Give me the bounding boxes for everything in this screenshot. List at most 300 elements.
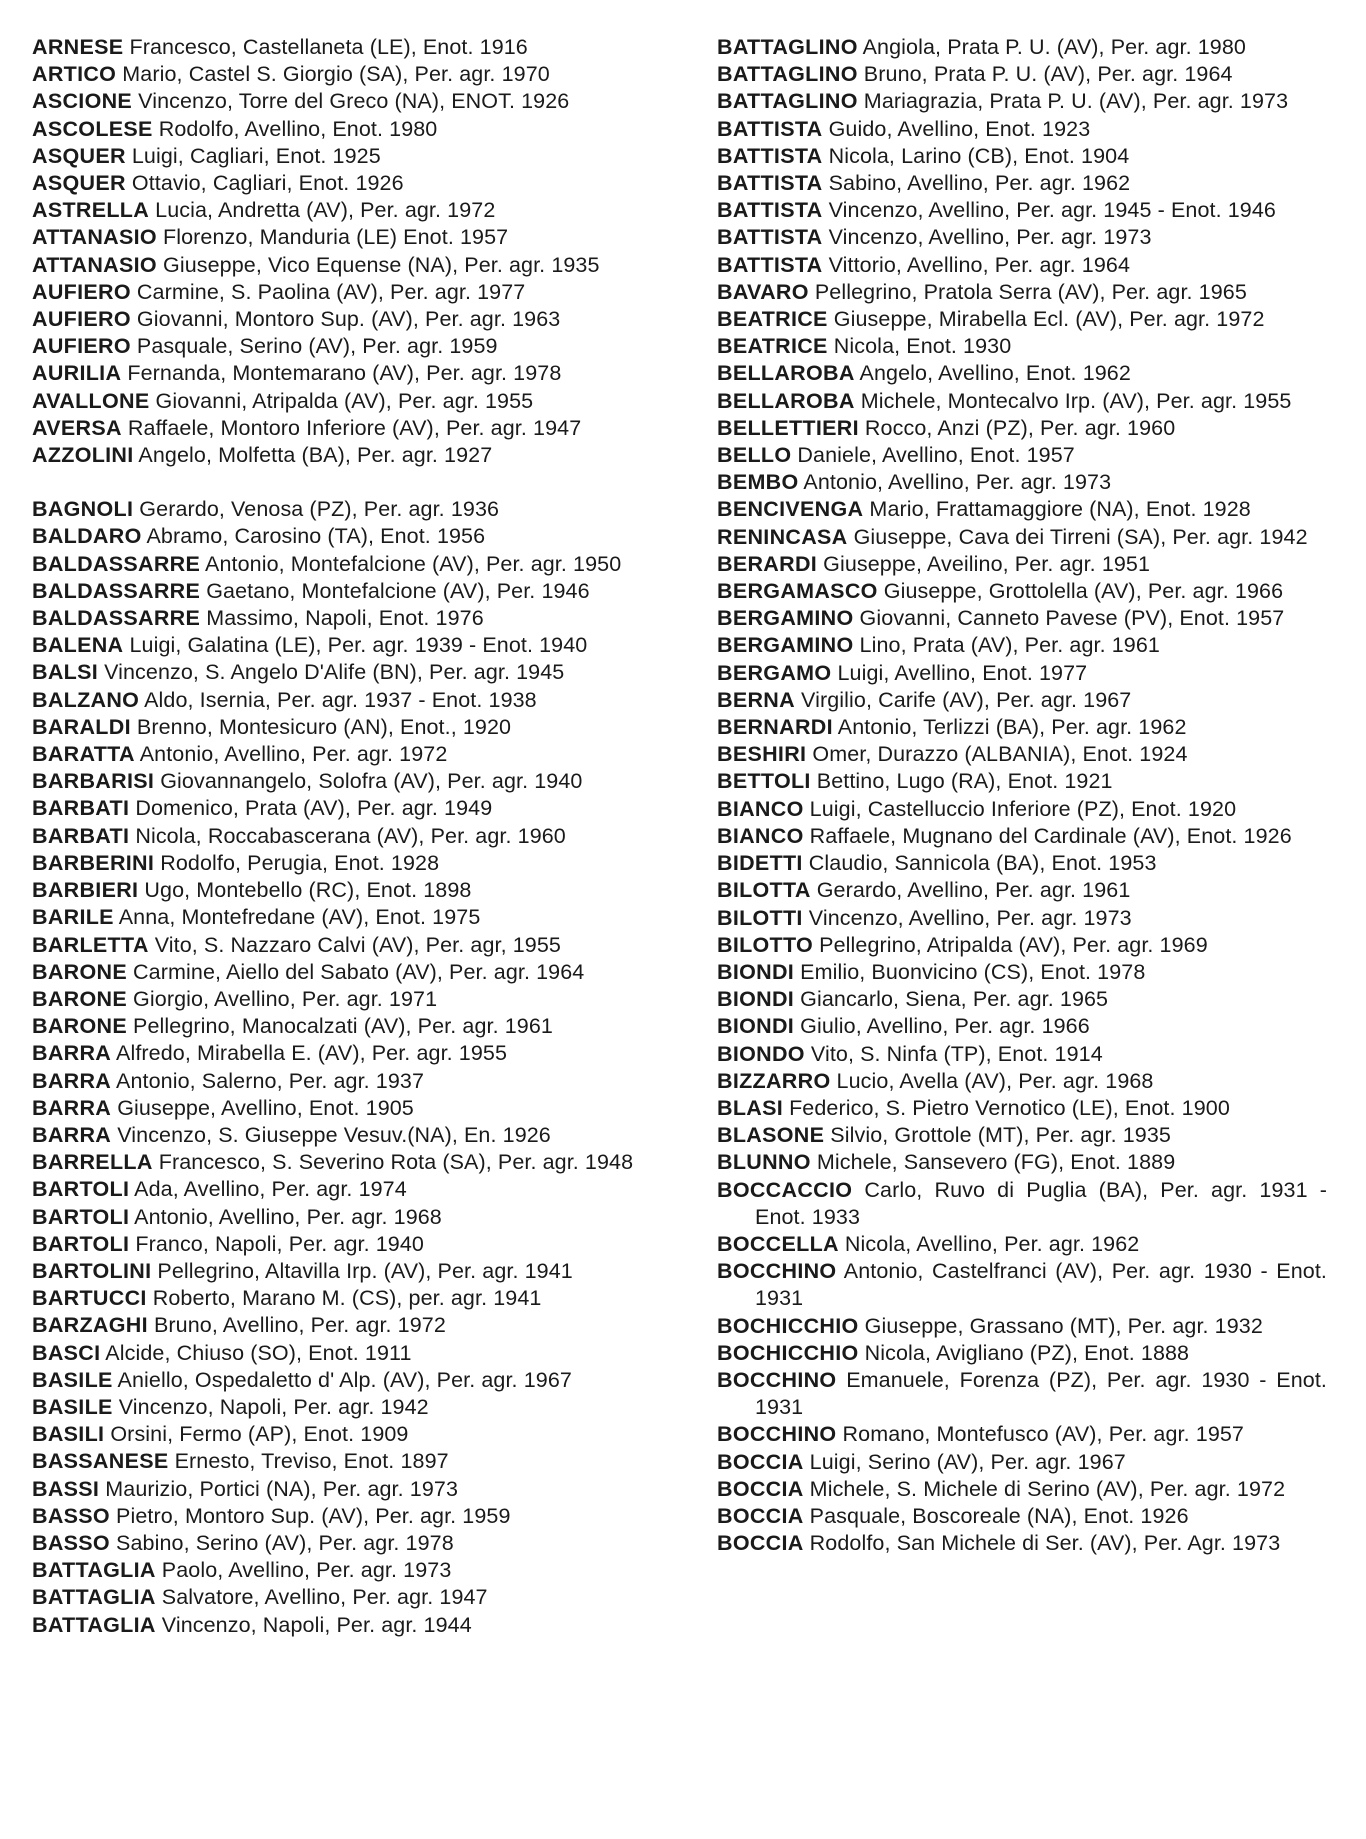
list-item	[717, 170, 1327, 197]
list-item	[32, 1149, 652, 1176]
surname: BATTISTA	[717, 225, 823, 250]
entry-details: Gerardo, Venosa (PZ), Per. agr. 1936	[133, 497, 500, 522]
entry-details: Vincenzo, Napoli, Per. agr. 1942	[112, 1394, 429, 1419]
list-item	[717, 1013, 1327, 1040]
surname: BARTOLI	[32, 1177, 130, 1202]
surname: BATTISTA	[717, 143, 823, 168]
entry-details: Federico, S. Pietro Vernotico (LE), Enot. 1900	[783, 1095, 1230, 1120]
list-item	[717, 823, 1327, 850]
entry-details: Sabino, Serino (AV), Per. agr. 1978	[109, 1530, 454, 1555]
list-item	[32, 1448, 652, 1475]
entry-details: Mario, Castel S. Giorgio (SA), Per. agr. 1970	[116, 62, 550, 87]
entry-details: Giuseppe, Grottolella (AV), Per. agr. 1966	[877, 579, 1284, 604]
list-item	[717, 877, 1327, 904]
list-item	[32, 279, 652, 306]
entry-details: Fernanda, Montemarano (AV), Per. agr. 1978	[121, 361, 562, 386]
surname: BARLETTA	[32, 932, 149, 957]
entry-details: Brenno, Montesicuro (AN), Enot., 1920	[130, 714, 512, 739]
entry-details: Rodolfo, Avellino, Enot. 1980	[152, 116, 438, 141]
entry-details: Anna, Montefredane (AV), Enot. 1975	[113, 905, 481, 930]
list-item	[32, 197, 652, 224]
list-item	[717, 415, 1327, 442]
surname: BATTAGLIA	[32, 1558, 156, 1583]
list-item	[32, 333, 652, 360]
list-item	[717, 143, 1327, 170]
list-item	[717, 116, 1327, 143]
entry-details: Francesco, Castellaneta (LE), Enot. 1916	[123, 35, 528, 59]
entry-details: Lucio, Avella (AV), Per. agr. 1968	[830, 1068, 1154, 1093]
list-item	[32, 795, 652, 822]
surname: BALDARO	[32, 524, 142, 549]
entry-details: Massimo, Napoli, Enot. 1976	[200, 606, 484, 631]
surname: BARBARISI	[32, 769, 155, 794]
entry-details: Angiola, Prata P. U. (AV), Per. agr. 1980	[857, 35, 1246, 59]
entry-details: Ada, Avellino, Per. agr. 1974	[129, 1177, 407, 1202]
entry-details: Vito, S. Nazzaro Calvi (AV), Per. agr, 1955	[148, 932, 561, 957]
list-item	[32, 306, 652, 333]
surname: BALDASSARRE	[32, 551, 201, 576]
entry-details: Franco, Napoli, Per. agr. 1940	[129, 1231, 424, 1256]
entry-details: Pellegrino, Atripalda (AV), Per. agr. 1969	[813, 932, 1208, 957]
entry-details: Salvatore, Avellino, Per. agr. 1947	[155, 1585, 488, 1610]
surname: BASSANESE	[32, 1449, 169, 1474]
surname: BOCCHINO	[717, 1422, 837, 1447]
surname: BENCIVENGA	[717, 497, 864, 522]
entry-details: Daniele, Avellino, Enot. 1957	[791, 443, 1075, 468]
list-item	[32, 1285, 652, 1312]
list-item	[717, 905, 1327, 932]
entry-details: Carlo, Ruvo di Puglia (BA), Per. agr. 1931 - Enot. 1933	[755, 1177, 1327, 1229]
list-item	[32, 632, 652, 659]
list-item	[717, 469, 1327, 496]
entry-details: Antonio, Salerno, Per. agr. 1937	[111, 1068, 425, 1093]
list-item	[717, 360, 1327, 387]
list-item	[717, 1530, 1327, 1557]
entry-details: Vittorio, Avellino, Per. agr. 1964	[822, 252, 1131, 277]
list-item	[32, 224, 652, 251]
entry-details: Paolo, Avellino, Per. agr. 1973	[155, 1558, 452, 1583]
entry-details: Aniello, Ospedaletto d' Alp. (AV), Per. agr. 1967	[112, 1367, 572, 1392]
list-item	[32, 415, 652, 442]
list-item	[32, 442, 652, 469]
entry-details: Francesco, S. Severino Rota (SA), Per. agr. 1948	[152, 1150, 634, 1175]
surname: ARTICO	[32, 62, 117, 87]
entry-details: Giovanni, Montoro Sup. (AV), Per. agr. 1963	[130, 307, 561, 332]
list-item	[717, 279, 1327, 306]
list-item	[717, 768, 1327, 795]
list-item	[32, 1176, 652, 1203]
entry-details: Raffaele, Montoro Inferiore (AV), Per. agr. 1947	[121, 415, 582, 440]
surname: BARTOLI	[32, 1204, 130, 1229]
entry-details: Rocco, Anzi (PZ), Per. agr. 1960	[858, 415, 1176, 440]
surname: BARTOLI	[32, 1231, 130, 1256]
list-item	[32, 877, 652, 904]
surname: BILOTTO	[717, 932, 814, 957]
list-item	[717, 578, 1327, 605]
entry-details: Antonio, Avellino, Per. agr. 1973	[798, 470, 1112, 495]
entry-details: Giovannangelo, Solofra (AV), Per. agr. 1940	[154, 769, 583, 794]
entry-details: Emilio, Buonvicino (CS), Enot. 1978	[794, 959, 1146, 984]
surname: BARTUCCI	[32, 1286, 147, 1311]
list-item	[717, 442, 1327, 469]
entry-details: Angelo, Avellino, Enot. 1962	[854, 361, 1131, 386]
surname: BIZZARRO	[717, 1068, 831, 1093]
entry-details: Carmine, Aiello del Sabato (AV), Per. agr. 1964	[126, 959, 585, 984]
list-item	[32, 1476, 652, 1503]
section-gap	[32, 469, 652, 496]
surname: BATTAGLINO	[717, 35, 858, 59]
list-item	[32, 1584, 652, 1611]
list-item	[32, 904, 652, 931]
list-item	[717, 1149, 1327, 1176]
surname: BETTOLI	[717, 769, 811, 794]
list-item	[717, 1449, 1327, 1476]
surname: BOCCELLA	[717, 1231, 839, 1256]
entry-details: Luigi, Cagliari, Enot. 1925	[125, 143, 381, 168]
surname: RENINCASA	[717, 524, 848, 549]
entry-details: Pasquale, Boscoreale (NA), Enot. 1926	[803, 1503, 1189, 1528]
list-item	[32, 1340, 652, 1367]
entry-details: Giuseppe, Vico Equense (NA), Per. agr. 1935	[156, 252, 600, 277]
surname: BARONE	[32, 1014, 127, 1039]
entry-details: Vincenzo, Avellino, Per. agr. 1945 - Enot. 1946	[822, 198, 1276, 223]
entry-details: Giuseppe, Mirabella Ecl. (AV), Per. agr. 1972	[827, 307, 1265, 332]
surname: BOCHICCHIO	[717, 1313, 859, 1338]
entry-details: Ugo, Montebello (RC), Enot. 1898	[138, 878, 472, 903]
list-item	[32, 1421, 652, 1448]
entry-details: Giovanni, Atripalda (AV), Per. agr. 1955	[149, 388, 534, 413]
entry-details: Lucia, Andretta (AV), Per. agr. 1972	[149, 198, 496, 223]
entry-details: Luigi, Avellino, Enot. 1977	[831, 660, 1088, 685]
list-item	[32, 741, 652, 768]
surname: BLUNNO	[717, 1150, 811, 1175]
entry-details: Roberto, Marano M. (CS), per. agr. 1941	[146, 1286, 542, 1311]
list-item	[32, 551, 652, 578]
surname: BIONDI	[717, 1014, 795, 1039]
list-item	[717, 197, 1327, 224]
list-item	[32, 252, 652, 279]
surname: BLASONE	[717, 1123, 825, 1148]
left-column	[32, 34, 652, 1639]
surname: BATTAGLINO	[717, 89, 858, 114]
list-item	[717, 850, 1327, 877]
list-item	[32, 170, 652, 197]
entry-details: Pellegrino, Manocalzati (AV), Per. agr. 1961	[126, 1014, 553, 1039]
list-item	[32, 959, 652, 986]
list-item	[32, 116, 652, 143]
list-item	[32, 1040, 652, 1067]
surname: AUFIERO	[32, 279, 131, 304]
surname: BARBIERI	[32, 878, 139, 903]
right-column	[717, 34, 1327, 1557]
list-item	[32, 1612, 652, 1639]
surname: ASTRELLA	[32, 198, 150, 223]
entry-details: Gaetano, Montefalcione (AV), Per. 1946	[200, 578, 590, 603]
surname: BARONE	[32, 959, 127, 984]
list-item	[32, 578, 652, 605]
entry-details: Vincenzo, Avellino, Per. agr. 1973	[802, 905, 1132, 930]
list-item	[717, 1313, 1327, 1340]
entry-details: Giuseppe, Grassano (MT), Per. agr. 1932	[858, 1313, 1263, 1338]
list-item	[32, 1013, 652, 1040]
surname: BASSO	[32, 1530, 110, 1555]
surname: BOCHICCHIO	[717, 1340, 859, 1365]
surname: BALENA	[32, 633, 124, 658]
list-item	[32, 1095, 652, 1122]
surname: BIONDI	[717, 959, 795, 984]
entry-details: Rodolfo, San Michele di Ser. (AV), Per. Agr. 1973	[803, 1531, 1281, 1556]
surname: BLASI	[717, 1095, 783, 1120]
list-item	[717, 632, 1327, 659]
surname: BATTAGLIA	[32, 1612, 156, 1637]
surname: ATTANASIO	[32, 225, 157, 250]
list-item	[32, 496, 652, 523]
list-item	[717, 1476, 1327, 1503]
entry-details: Nicola, Avellino, Per. agr. 1962	[838, 1231, 1140, 1256]
surname: BOCCACCIO	[717, 1177, 853, 1202]
surname: BERNA	[717, 687, 795, 712]
entry-details: Antonio, Avellino, Per. agr. 1968	[129, 1204, 442, 1229]
entry-details: Giovanni, Canneto Pavese (PV), Enot. 1957	[853, 606, 1285, 631]
surname: BASILE	[32, 1394, 113, 1419]
list-item	[717, 959, 1327, 986]
entry-details: Vincenzo, Avellino, Per. agr. 1973	[822, 225, 1152, 250]
entry-details: Omer, Durazzo (ALBANIA), Enot. 1924	[806, 742, 1188, 767]
entry-details: Mariagrazia, Prata P. U. (AV), Per. agr. 1973	[857, 89, 1289, 114]
surname: ASQUER	[32, 143, 126, 168]
entry-details: Vincenzo, Napoli, Per. agr. 1944	[155, 1612, 472, 1637]
list-item	[717, 687, 1327, 714]
list-item	[32, 1367, 652, 1394]
surname: BERNARDI	[717, 715, 833, 740]
surname: BERGAMO	[717, 660, 832, 685]
list-item	[32, 88, 652, 115]
surname: BIANCO	[717, 823, 804, 848]
surname: BASSO	[32, 1503, 110, 1528]
surname: BAVARO	[717, 279, 809, 304]
entry-details: Claudio, Sannicola (BA), Enot. 1953	[802, 851, 1157, 876]
entry-details: Michele, S. Michele di Serino (AV), Per. agr. 1972	[803, 1476, 1286, 1501]
surname: BOCCIA	[717, 1476, 804, 1501]
surname: BARTOLINI	[32, 1258, 152, 1283]
surname: BIDETTI	[717, 851, 803, 876]
list-item	[717, 1258, 1327, 1312]
entry-details: Vincenzo, S. Giuseppe Vesuv.(NA), En. 1926	[111, 1122, 551, 1147]
surname: BARRA	[32, 1041, 112, 1066]
surname: BEMBO	[717, 470, 799, 495]
list-item	[717, 1340, 1327, 1367]
list-item	[717, 932, 1327, 959]
surname: BARRELLA	[32, 1150, 153, 1175]
surname: BILOTTI	[717, 905, 803, 930]
entry-details: Michele, Montecalvo Irp. (AV), Per. agr. 1955	[854, 388, 1292, 413]
list-item	[32, 360, 652, 387]
list-item	[717, 524, 1327, 551]
surname: AUFIERO	[32, 307, 131, 332]
surname: BILOTTA	[717, 878, 811, 903]
entry-details: Lino, Prata (AV), Per. agr. 1961	[853, 633, 1160, 658]
surname: BERGAMASCO	[717, 579, 878, 604]
entry-details: Antonio, Castelfranci (AV), Per. agr. 1930 - Enot. 1931	[755, 1259, 1327, 1311]
surname: BEATRICE	[717, 334, 828, 359]
list-item	[717, 1367, 1327, 1421]
entry-details: Angelo, Molfetta (BA), Per. agr. 1927	[133, 443, 493, 468]
entry-details: Pellegrino, Pratola Serra (AV), Per. agr. 1965	[808, 279, 1247, 304]
list-item	[717, 306, 1327, 333]
surname: BATTISTA	[717, 116, 823, 141]
entry-details: Emanuele, Forenza (PZ), Per. agr. 1930 - Enot. 1931	[755, 1367, 1327, 1420]
surname: BERGAMINO	[717, 606, 854, 631]
entry-details: Nicola, Enot. 1930	[827, 334, 1012, 359]
surname: ASQUER	[32, 171, 126, 196]
entry-details: Giorgio, Avellino, Per. agr. 1971	[126, 986, 438, 1011]
list-item	[32, 1068, 652, 1095]
surname: BARZAGHI	[32, 1313, 148, 1338]
entry-details: Pasquale, Serino (AV), Per. agr. 1959	[130, 334, 498, 359]
list-item	[717, 796, 1327, 823]
surname: BELLO	[717, 443, 792, 468]
list-item	[717, 1041, 1327, 1068]
list-item	[32, 34, 652, 61]
entry-details: Nicola, Larino (CB), Enot. 1904	[822, 143, 1130, 168]
surname: BASILE	[32, 1367, 113, 1392]
list-item	[717, 714, 1327, 741]
surname: BASILI	[32, 1422, 105, 1447]
surname: ATTANASIO	[32, 252, 157, 277]
list-item	[32, 714, 652, 741]
surname: BARBATI	[32, 796, 130, 821]
list-item	[32, 823, 652, 850]
entry-details: Bruno, Avellino, Per. agr. 1972	[147, 1313, 446, 1338]
entry-details: Aldo, Isernia, Per. agr. 1937 - Enot. 1938	[139, 687, 537, 712]
entry-details: Abramo, Carosino (TA), Enot. 1956	[141, 524, 486, 549]
surname: BIONDO	[717, 1041, 805, 1066]
list-item	[717, 34, 1327, 61]
entry-details: Luigi, Serino (AV), Per. agr. 1967	[803, 1449, 1126, 1474]
entry-details: Alfredo, Mirabella E. (AV), Per. agr. 1955	[111, 1041, 508, 1066]
list-item	[32, 659, 652, 686]
list-item	[717, 1231, 1327, 1258]
list-item	[32, 850, 652, 877]
list-item	[32, 1204, 652, 1231]
entry-details: Vincenzo, S. Angelo D'Alife (BN), Per. agr. 1945	[98, 660, 565, 685]
surname: BARATTA	[32, 742, 135, 767]
list-item	[32, 687, 652, 714]
entry-details: Giancarlo, Siena, Per. agr. 1965	[794, 987, 1109, 1012]
surname: BOCCIA	[717, 1531, 804, 1556]
surname: AVALLONE	[32, 388, 150, 413]
surname: BOCCIA	[717, 1503, 804, 1528]
surname: BARRA	[32, 1068, 112, 1093]
surname: BESHIRI	[717, 742, 807, 767]
entry-details: Pietro, Montoro Sup. (AV), Per. agr. 1959	[109, 1503, 511, 1528]
entry-details: Domenico, Prata (AV), Per. agr. 1949	[129, 796, 493, 821]
entry-details: Giuseppe, Cava dei Tirreni (SA), Per. agr. 1942	[847, 524, 1308, 549]
surname: BATTAGLINO	[717, 62, 858, 87]
list-item	[32, 605, 652, 632]
surname: BALSI	[32, 660, 98, 685]
surname: BERARDI	[717, 551, 818, 576]
entry-details: Giuseppe, Aveilino, Per. agr. 1951	[817, 551, 1151, 576]
surname: BATTISTA	[717, 171, 823, 196]
entry-details: Luigi, Galatina (LE), Per. agr. 1939 - Enot. 1940	[123, 633, 588, 658]
entry-details: Bettino, Lugo (RA), Enot. 1921	[810, 769, 1113, 794]
list-item	[32, 1312, 652, 1339]
entry-details: Luigi, Castelluccio Inferiore (PZ), Enot. 1920	[803, 796, 1237, 821]
entry-details: Virgilio, Carife (AV), Per. agr. 1967	[794, 687, 1132, 712]
list-item	[32, 1258, 652, 1285]
surname: ASCOLESE	[32, 116, 153, 141]
surname: AURILIA	[32, 361, 122, 386]
list-item	[32, 932, 652, 959]
surname: BASCI	[32, 1340, 101, 1365]
list-item	[717, 986, 1327, 1013]
list-item	[32, 388, 652, 415]
surname: BALDASSARRE	[32, 606, 201, 631]
surname: BARILE	[32, 905, 114, 930]
entry-details: Giuseppe, Avellino, Enot. 1905	[111, 1095, 414, 1120]
surname: BIANCO	[717, 796, 804, 821]
list-item	[717, 496, 1327, 523]
surname: BOCCHINO	[717, 1367, 837, 1392]
entry-details: Giulio, Avellino, Per. agr. 1966	[794, 1014, 1090, 1039]
entry-details: Mario, Frattamaggiore (NA), Enot. 1928	[863, 497, 1251, 522]
entry-details: Florenzo, Manduria (LE) Enot. 1957	[156, 225, 509, 250]
entry-details: Pellegrino, Altavilla Irp. (AV), Per. agr. 1941	[151, 1258, 573, 1283]
list-item	[32, 523, 652, 550]
surname: BARRA	[32, 1095, 112, 1120]
list-item	[32, 1231, 652, 1258]
entry-details: Ottavio, Cagliari, Enot. 1926	[125, 171, 404, 196]
list-item	[717, 333, 1327, 360]
entry-details: Silvio, Grottole (MT), Per. agr. 1935	[824, 1123, 1171, 1148]
list-item	[32, 1530, 652, 1557]
list-item	[717, 1503, 1327, 1530]
list-item	[32, 986, 652, 1013]
entry-details: Gerardo, Avellino, Per. agr. 1961	[810, 878, 1131, 903]
surname: BIONDI	[717, 987, 795, 1012]
entry-details: Ernesto, Treviso, Enot. 1897	[168, 1449, 449, 1474]
surname: BOCCHINO	[717, 1259, 837, 1284]
list-item	[717, 252, 1327, 279]
surname: BALDASSARRE	[32, 578, 201, 603]
list-item	[717, 88, 1327, 115]
list-item	[717, 551, 1327, 578]
list-item	[717, 1421, 1327, 1448]
surname: BARONE	[32, 986, 127, 1011]
surname: BASSI	[32, 1476, 100, 1501]
entry-details: Maurizio, Portici (NA), Per. agr. 1973	[99, 1476, 459, 1501]
surname: BARRA	[32, 1122, 112, 1147]
list-item	[717, 61, 1327, 88]
entry-details: Antonio, Avellino, Per. agr. 1972	[134, 742, 448, 767]
entry-details: Antonio, Montefalcione (AV), Per. agr. 1950	[200, 551, 622, 576]
entry-details: Antonio, Terlizzi (BA), Per. agr. 1962	[832, 715, 1187, 740]
surname: BAGNOLI	[32, 497, 134, 522]
list-item	[717, 605, 1327, 632]
list-item	[717, 1122, 1327, 1149]
list-item	[717, 1177, 1327, 1231]
list-item	[717, 660, 1327, 687]
list-item	[717, 1068, 1327, 1095]
list-item	[32, 1394, 652, 1421]
list-item	[32, 143, 652, 170]
entry-details: Romano, Montefusco (AV), Per. agr. 1957	[836, 1422, 1244, 1447]
entry-details: Carmine, S. Paolina (AV), Per. agr. 1977	[130, 279, 526, 304]
surname: BALZANO	[32, 687, 140, 712]
entry-details: Vito, S. Ninfa (TP), Enot. 1914	[804, 1041, 1103, 1066]
surname: AVERSA	[32, 415, 122, 440]
